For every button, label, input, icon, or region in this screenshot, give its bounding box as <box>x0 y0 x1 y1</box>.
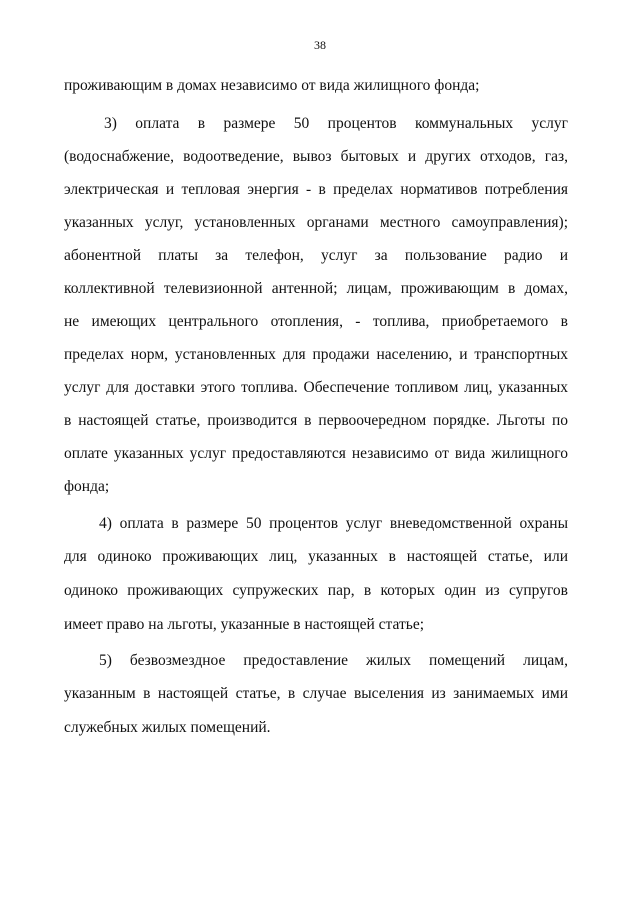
text-line: служебных жилых помещений. <box>64 719 271 736</box>
text-line: абонентной платы за телефон, услуг за пользование радио и <box>64 247 568 264</box>
text-line: 5) безвозмездное предоставление жилых помещений лицам, <box>99 652 568 669</box>
text-line: указанным в настоящей статье, в случае выселения из занимаемых ими <box>64 685 568 702</box>
text-line: фонда; <box>64 478 110 495</box>
text-line: оплате указанных услуг предоставляются независимо от вида жилищного <box>64 445 568 462</box>
text-line: не имеющих центрального отопления, - топлива, приобретаемого в <box>64 313 568 330</box>
text-line: проживающим в домах независимо от вида жилищного фонда; <box>64 77 480 94</box>
text-line: одиноко проживающих супружеских пар, в которых один из супругов <box>64 582 568 599</box>
text-line: коллективной телевизионной антенной; лицам, проживающим в домах, <box>64 280 568 297</box>
text-line: 3) оплата в размере 50 процентов коммунальных услуг <box>104 115 568 132</box>
text-line: указанных услуг, установленных органами местного самоуправления); <box>64 214 568 231</box>
text-line: в настоящей статье, производится в первоочередном порядке. Льготы по <box>64 412 568 429</box>
text-line: 4) оплата в размере 50 процентов услуг вневедомственной охраны <box>99 515 568 532</box>
text-line: электрическая и тепловая энергия - в пределах нормативов потребления <box>64 181 568 198</box>
text-line: для одиноко проживающих лиц, указанных в настоящей статье, или <box>64 548 568 565</box>
text-line: пределах норм, установленных для продажи населению, и транспортных <box>64 346 568 363</box>
text-line: имеет право на льготы, указанные в настоящей статье; <box>64 616 425 633</box>
text-line: услуг для доставки этого топлива. Обеспечение топливом лиц, указанных <box>64 379 568 396</box>
page-number: 38 <box>314 38 326 52</box>
text-line: (водоснабжение, водоотведение, вывоз бытовых и других отходов, газ, <box>64 148 568 165</box>
